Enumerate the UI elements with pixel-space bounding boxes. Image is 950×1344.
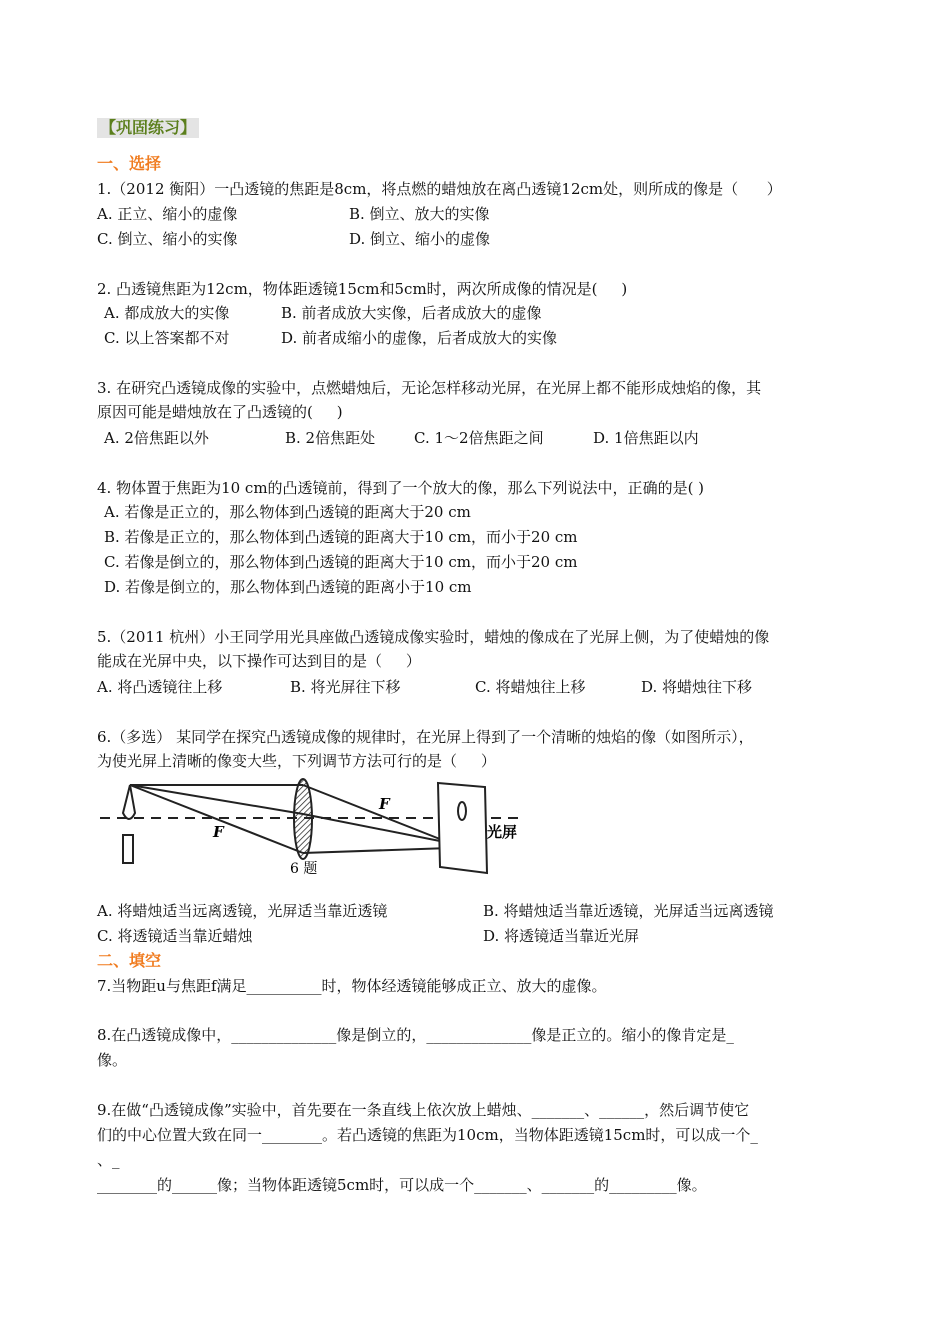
- q3-option-d: D. 1倍焦距以内: [593, 429, 699, 447]
- q5-option-d: D. 将蜡烛往下移: [641, 678, 753, 696]
- q5-option-c: C. 将蜡烛往上移: [475, 678, 586, 696]
- light-screen: [438, 783, 487, 873]
- focus-label-left: F: [213, 823, 224, 841]
- q5-stem: 5.（2011 杭州）小王同学用光具座做凸透镜成像实验时，蜡烛的像成在了光屏上侧，为了使蜡烛的像: [97, 628, 770, 646]
- section-choice: 一、选择: [97, 154, 162, 173]
- q1-option-d: D. 倒立、缩小的虚像: [349, 230, 491, 248]
- screen-label: 光屏: [487, 823, 518, 841]
- q3-stem-cont: 原因可能是蜡烛放在了凸透镜的( ): [97, 403, 343, 421]
- q4-option-b: B. 若像是正立的，那么物体到凸透镜的距离大于10 cm，而小于20 cm: [104, 528, 578, 546]
- q7: 7.当物距u与焦距f满足__________时，物体经透镜能够成正立、放大的虚像。: [97, 977, 607, 995]
- q2-stem: 2. 凸透镜焦距为12cm，物体距透镜15cm和5cm时，两次所成像的情况是( ): [97, 280, 628, 298]
- q1-option-c: C. 倒立、缩小的实像: [97, 230, 238, 248]
- q9-line3: 、_: [97, 1151, 120, 1169]
- q1-stem: 1.（2012 衡阳）一凸透镜的焦距是8cm，将点燃的蜡烛放在离凸透镜12cm处，则所成的像是（ ）: [97, 180, 782, 198]
- q1-option-a: A. 正立、缩小的虚像: [97, 205, 238, 223]
- q6-option-d: D. 将透镜适当靠近光屏: [483, 927, 640, 945]
- q5-option-a: A. 将凸透镜往上移: [97, 678, 223, 696]
- q2-option-a: A. 都成放大的实像: [104, 304, 230, 322]
- q3-option-a: A. 2倍焦距以外: [104, 429, 209, 447]
- q3-option-c: C. 1～2倍焦距之间: [414, 429, 544, 447]
- q3-option-b: B. 2倍焦距处: [285, 429, 376, 447]
- candle-icon: [123, 785, 135, 863]
- q9-line2: 们的中心位置大致在同一________。若凸透镜的焦距为10cm，当物体距透镜15cm时，可以成一个_: [97, 1126, 758, 1144]
- q6-option-c: C. 将透镜适当靠近蜡烛: [97, 927, 253, 945]
- section-fill-blank: 二、填空: [97, 951, 162, 970]
- lens-ray-diagram: [95, 773, 535, 880]
- figure-caption: 6 题: [290, 861, 318, 877]
- q4-option-d: D. 若像是倒立的，那么物体到凸透镜的距离小于10 cm: [104, 578, 472, 596]
- q9-line4: ________的______像；当物体距透镜5cm时，可以成一个_______、_______的_________像。: [97, 1176, 707, 1194]
- q6-stem: 6.（多选） 某同学在探究凸透镜成像的规律时，在光屏上得到了一个清晰的烛焰的像（如图所示），: [97, 728, 754, 746]
- q6-option-b: B. 将蜡烛适当靠近透镜，光屏适当远离透镜: [483, 902, 774, 920]
- q4-stem: 4. 物体置于焦距为10 cm的凸透镜前，得到了一个放大的像，那么下列说法中，正确的是( ): [97, 479, 705, 497]
- q3-stem: 3. 在研究凸透镜成像的实验中，点燃蜡烛后，无论怎样移动光屏，在光屏上都不能形成烛焰的像，其: [97, 379, 762, 397]
- q4-option-a: A. 若像是正立的，那么物体到凸透镜的距离大于20 cm: [104, 503, 471, 521]
- q5-option-b: B. 将光屏往下移: [290, 678, 401, 696]
- q5-stem-cont: 能成在光屏中央，以下操作可达到目的是（ ）: [97, 652, 421, 670]
- convex-lens: [294, 779, 312, 859]
- q6-option-a: A. 将蜡烛适当远离透镜，光屏适当靠近透镜: [97, 902, 388, 920]
- q2-option-d: D. 前者成缩小的虚像，后者成放大的实像: [281, 329, 558, 347]
- q2-option-c: C. 以上答案都不对: [104, 329, 230, 347]
- q6-stem-cont: 为使光屏上清晰的像变大些，下列调节方法可行的是（ ）: [97, 752, 496, 770]
- q8-line2: 像。: [97, 1051, 128, 1069]
- q8-line1: 8.在凸透镜成像中，______________像是倒立的，______________像是正立的。缩小的像肯定是_: [97, 1026, 734, 1044]
- q4-option-c: C. 若像是倒立的，那么物体到凸透镜的距离大于10 cm，而小于20 cm: [104, 553, 578, 571]
- focus-label-right: F: [379, 795, 390, 813]
- q2-option-b: B. 前者成放大实像，后者成放大的虚像: [281, 304, 542, 322]
- heading: 【巩固练习】: [97, 118, 199, 138]
- q9-line1: 9.在做“凸透镜成像”实验中，首先要在一条直线上依次放上蜡烛、_______、______，然后调节使它: [97, 1101, 750, 1119]
- q1-option-b: B. 倒立、放大的实像: [349, 205, 490, 223]
